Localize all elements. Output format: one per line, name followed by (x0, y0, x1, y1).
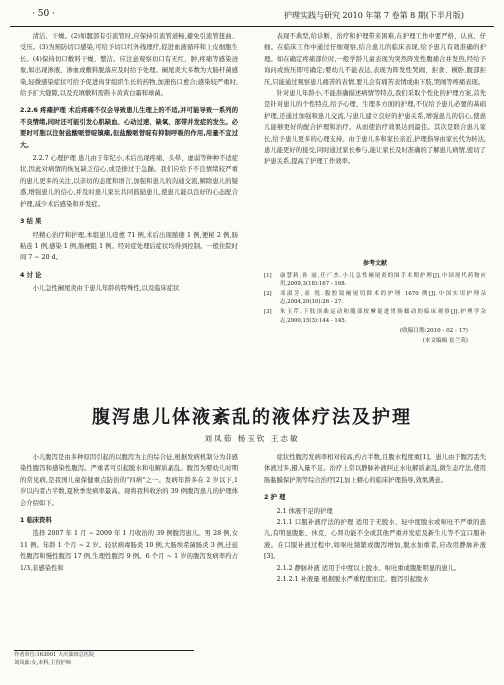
reference-item (264, 290, 486, 307)
reference-item (264, 272, 486, 289)
references-title: 参考文献 (362, 260, 387, 267)
paragraph: 2.1.1 口服补液疗法的护理 适用于无脱水、轻中度脱水或呕吐不严重的患儿,有明显腹胀、休克、心肾功能不全或其他严重并发症及新生儿等不宜口服补液。在口服补液过程中,如呕吐频繁或腹泻增加,脱水加重者,应改用静脉补液[3]。 (264, 519, 486, 561)
article-title: 腹泻患儿体液紊乱的液体疗法及护理 (92, 407, 412, 428)
section-heading: 2.2.6 疼痛护理 术后疼痛不仅会导致患儿生理上的不适,并可能导致一系列的不良情绪,同时还可能引发心肌缺血、心动过速、缺氧、部带并发症的发生。必要时可胞以注射盐酸哌替啶镇痛,但盐酸哌替啶有抑制呼吸的作用,用量不宜过大。 (20, 107, 238, 149)
reference-text: 邓淑芳,童 锐.腹腔镜阑尾切除术的护理 1670 例[J].中国实用护理杂志,2004,20(10):26 - 27. (280, 290, 486, 306)
footnote-affiliation: 作者单位:163001 大庆油田总医院 (14, 652, 95, 658)
footnote (14, 650, 194, 667)
reference-text: 朱玉芹.下肢顶曲运动和腹部按摩促进胃肠蠕动的临床观察[J].护理学杂志,2000,15(3):144 - 145. (280, 308, 486, 324)
paragraph: 经精心治疗和护理,本组患儿痊愈 71 例,术后出现脓瘘 1 例,便秘 2 例,肠粘连 1 例,感染 1 例,肠梗阻 1 例。经对症处理后症状均得到控制。一般住院时间 7 ~ 20 d。 (20, 231, 238, 262)
section-heading: 4 讨 论 (20, 271, 42, 279)
reference-number: [1] (264, 272, 272, 279)
section-heading: 3 结 果 (20, 218, 42, 226)
references (264, 258, 486, 346)
running-header (10, 6, 494, 27)
paragraph: 小儿急性阑尾炎由于患儿年龄的特殊性,以及临床症状 (32, 285, 180, 293)
right-column-bottom (264, 452, 486, 585)
paragraph: 针对患儿年龄小,不能准确描述病情等特点,我们采取个性化的护理方案,首先是针对患儿的个性特点,给予心理、生理多方面的护理,不仅给予患儿必要的基础护理,还通过加强和患儿交流,与患儿建立良好的护患关系,增强患儿的信心,使患儿能够更好的配合护理和治疗。从而使治疗效果达到最佳。其次是联合患儿家长,给予患儿更多的心理支持。由于患儿多和家长亲近,护理指导由家长代为转达,患儿能更好的接受,同时通过家长参与,能让家长及时准确的了解患儿病情,密切了护患关系,提高了护理工作效率。 (264, 90, 486, 166)
right-column-top (264, 31, 486, 168)
paragraph: 2.1.2 静脉补液 适用于中度以上脱水、呕吐重或腹胀明显的患儿。 (276, 564, 461, 572)
section-heading: 1 临床资料 (20, 517, 52, 525)
left-column-top (20, 31, 238, 295)
paragraph: 清洁、干燥。(2)如髋部有引流管时,应保持引流管道畅,避免引流管扭曲、受压。(3)为预防切口感染,可给予切口红外线理疗,促进血液循环和上皮细胞生长。(4)保持切口敷料干燥、整洁。应注意观察切口有无红、肿,疼痛等感染迹象,如出现渗液、渗血或敷料脱落应及时给予处理。阑尾炎大多数为大肠杆菌感染,轻微感染症状可给予促进肉芽组织生长的药物,加速伤口愈合;感染较严重时,给予扩大缝隙,以及充填敷料需斟卡黄黄白霜和球菌。 (20, 33, 238, 98)
paragraph: 2.2.7 心理护理 患儿由于年纪小,术后出现疼痛、头晕、虚弱等种种不适症状,因此对病情的恢复缺乏信心,或是排过于急躁。我们应给予不良情绪较严重的患儿更多的关注,以亲切的态度和语言,加强和患儿的沟通交流,解除患儿的疑惑,增强患儿的信心,并及时患儿家长共同鼓励患儿,使患儿能以良好的心态配合护理,减少术后感染和并发症。 (20, 155, 238, 208)
reference-number: [2] (264, 290, 272, 297)
section-heading: 2 护 理 (264, 494, 286, 502)
paragraph: 症状性腹泻发病率相对较高,约占半数,且腹水程度重[1]。患儿由于腹泻丢失体液过多,摄入量不足。治疗上常以静脉补液纠正水电解质紊乱,微生态疗法,使用肠黏膜保护剂等综合治疗[2],加上精心的临床护理指导,效果满意。 (264, 454, 486, 484)
article-authors: 刘凤茹 杨玉钦 王志敏 (204, 434, 300, 443)
paragraph: 2.1.2.1 补液量 根据脱水严重程度而定。腹泻引起脱水 (276, 576, 429, 584)
journal-info: 护理实践与研究 2010 年第 7 卷第 8 期(下半月版) (283, 11, 464, 20)
received-date: (收稿日期:2010 - 02 - 17) (400, 328, 468, 335)
reference-number: [3] (264, 308, 272, 315)
paragraph: 小儿腹泻是由多种原因引起的以腹泻为主的综合征,根据发病机制分为非感染性腹泻和感染性腹泻。严重者可引起脱水和电解质紊乱。腹泻为婴幼儿时期的常见病,是我国儿童保健重点防治的"四病"之一。发病年龄多在 2 岁以下,1 岁以内者占半数,夏秋季发病率最高。现将我科收治的 39 例腹泻患儿的护理体会介绍如下。 (20, 454, 238, 507)
reference-text: 康慧莉,孙 丽,任广杰.小儿急性阑尾炎的围手术期护理[J].中国现代药物应用,2009,3(18):167 - 168. (280, 272, 486, 288)
page-number: · 50 · (32, 9, 55, 19)
footnote-author: 刘凤茹:女,本科,主管护师 (14, 659, 71, 666)
left-column-bottom (20, 452, 238, 574)
paragraph: 表现不典型,给诊断、治疗和护理带来困难,在护理工作中要严格、认真、仔细。在临床工作中通过仔细观察,结合患儿的临床表现,给予患儿有效准确的护理。如在确定疼痛部位时,一般学龄儿童表现为突然阵发性腹痛合并发热,经给予询问或按压即可确定;婴幼儿不能表达,表现为阵发性哭闹、拒食、横卧,腹部拒压,只能通过观察患儿痛苦的表情,要儿会有痛苦表情或曲下肢,哭闹等疼痛表现。 (264, 33, 486, 86)
editor-note: (本文编辑 崔兰英) (422, 338, 468, 345)
paragraph: 2.1 体液不足的护理 (276, 507, 333, 515)
paragraph: 选择 2007 年 1 月 ~ 2009 年 1 月收治的 39 例腹泻患儿。男 28 例,女 11 例。年龄 1 个月 ~ 2 岁。轻状病毒肠炎 10 例,大肠埃希菌肠炎 3 例,迁延性腹泻和慢性腹泻 17 例,生理性腹泻 9 例。6 个月 ~ 1 岁的腹泻发病率约占 1/3,非感染性和 (20, 530, 238, 572)
reference-item (264, 308, 486, 325)
